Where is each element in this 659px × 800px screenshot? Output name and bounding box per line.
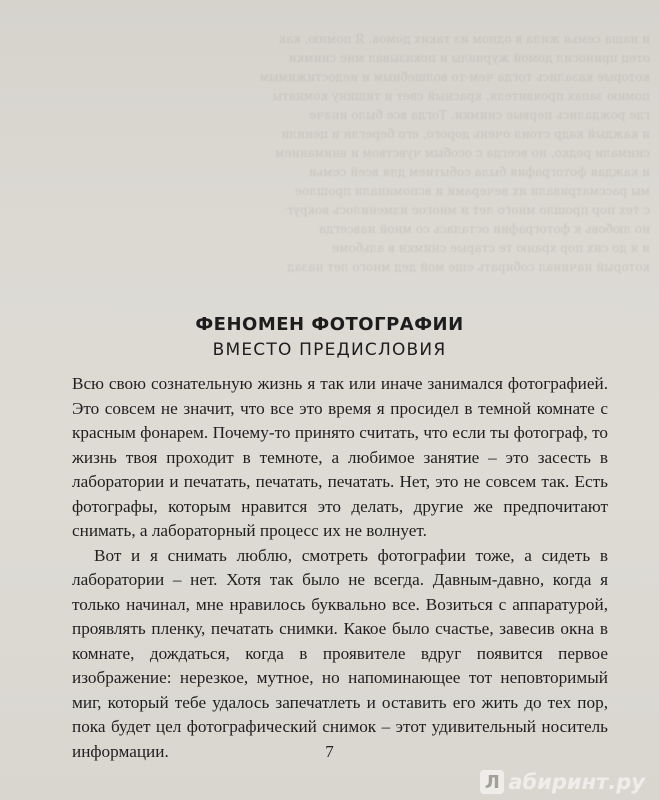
paragraph: Вот и я снимать люблю, смотреть фотографии тоже, а сидеть в лаборатории – нет. Хотя так было не всегда. Давным-давно, когда я только начинал, мне нравилось буквально все. Возиться с аппаратурой, проявлять пленку, печатать снимки. Какое было счастье, завесив окна в комнате, дождаться, когда в проявителе вдруг появится первое изображение: нерезкое, мутное, но напоминающее тот неповторимый миг, который тебе удалось запечатлеть и оставить его жить до тех пор, пока будет цел фотографический снимок – этот удивительный носитель информации. xyxy=(72,545,608,761)
body-text xyxy=(72,372,608,764)
labirint-watermark xyxy=(480,770,645,794)
page-number: 7 xyxy=(325,742,334,761)
show-through-text: и наша семья жила в одном из таких домов. Я помню, как отец приносил домой журналы и показывал мне снимки которые казались тогда чем-то волшебным и недостижимым помню запах проявителя, красный свет и тишину комнаты где рождались первые снимки. Тогда все было иначе и каждый кадр стоил очень дорого, его берегли и ценили снимали редко, но всегда с особым чувством и вниманием и каждая фотография была событием для всей семьи мы рассматривали их вечерами и вспоминали прошлое с тех пор прошло много лет и многое изменилось вокруг но любовь к фотографии осталась со мной навсегда и я до сих пор храню те старые снимки в альбоме который начинал собирать еще мой дед много лет назад xyxy=(259,32,650,274)
watermark-text: абиринт.ру xyxy=(508,770,645,794)
paragraph: Всю свою сознательную жизнь я так или иначе занимался фотографией. Это совсем не значит, что все это время я просидел в темной комнате с красным фонарем. Почему-то принято считать, что если ты фотограф, то жизнь твоя проходит в темноте, а любимое занятие – это засесть в лаборатории и печатать, печатать, печатать. Нет, это не совсем так. Есть фотографы, которым нравится это делать, другие же предпочитают снимать, а лабораторный процесс их не волнует. xyxy=(72,374,608,540)
chapter-title: ФЕНОМЕН ФОТОГРАФИИ xyxy=(195,314,464,335)
labirint-logo-icon: Л xyxy=(480,770,504,794)
chapter-subtitle: ВМЕСТО ПРЕДИСЛОВИЯ xyxy=(212,340,447,360)
